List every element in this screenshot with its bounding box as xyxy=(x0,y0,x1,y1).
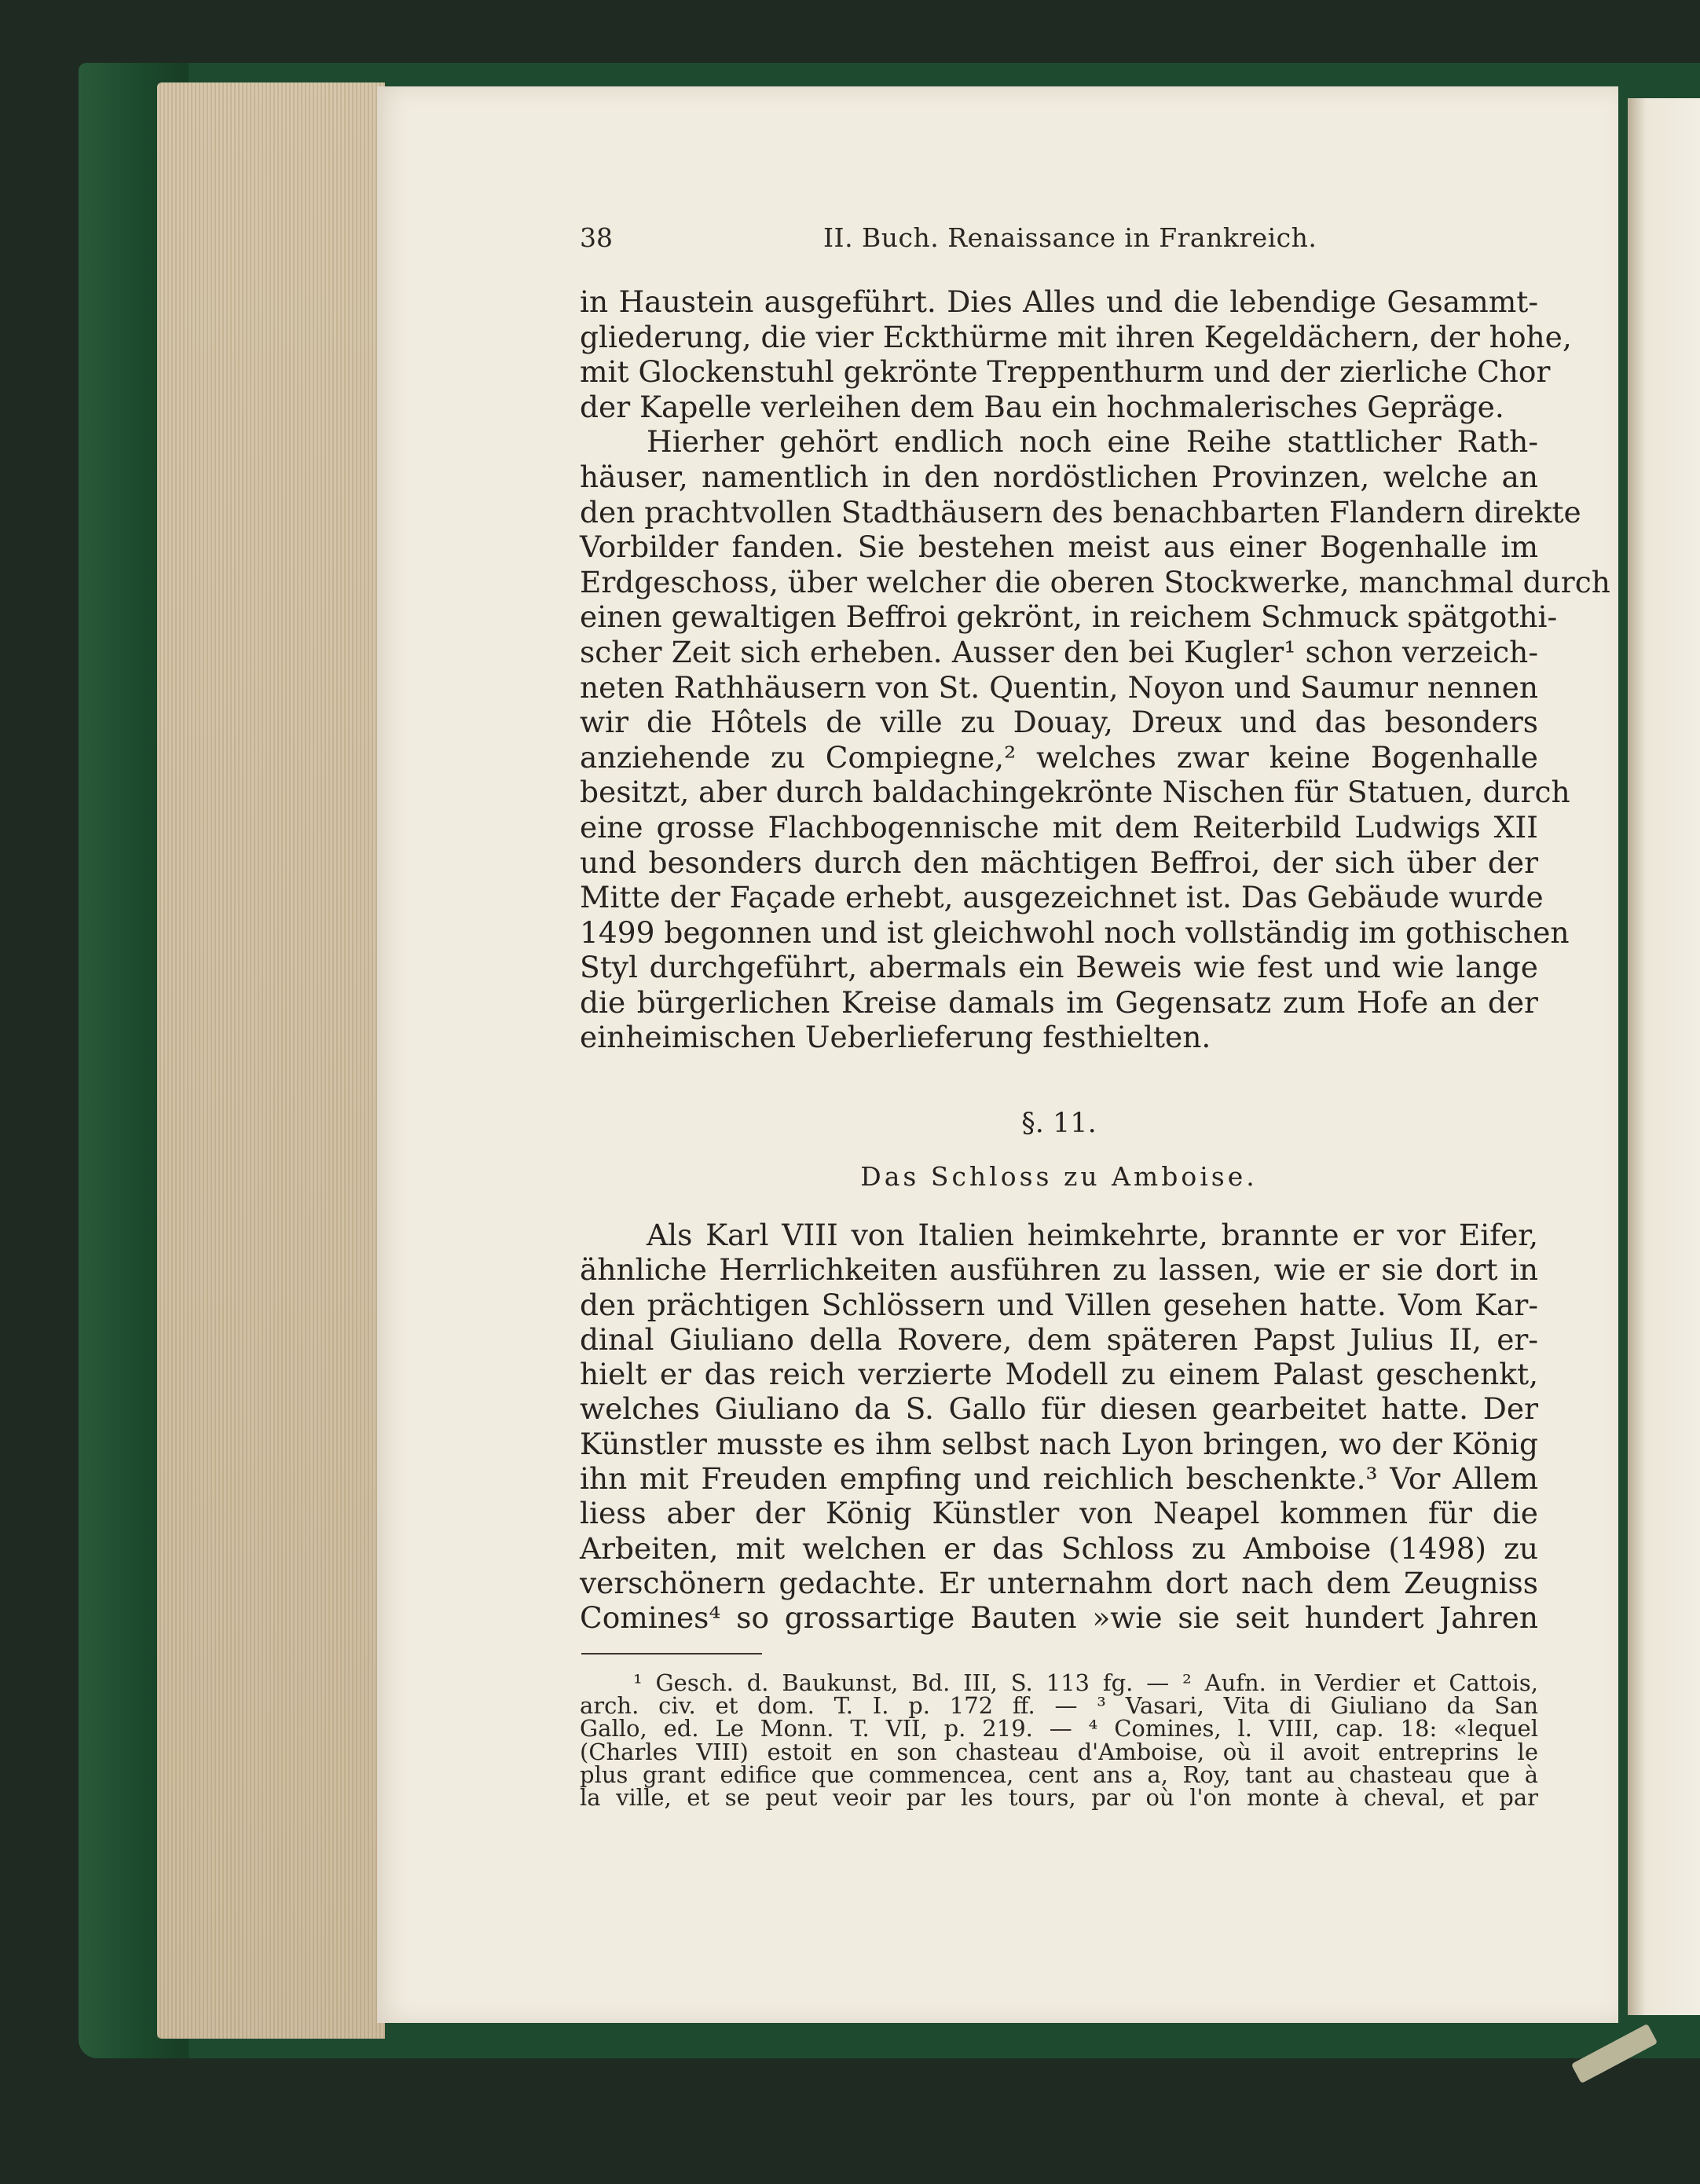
page-number: 38 xyxy=(580,222,613,253)
body-text-section xyxy=(580,1218,1538,1636)
text-line: scher Zeit sich erheben. Ausser den bei Kugler¹ schon verzeich- xyxy=(580,634,1538,669)
text-line: Hierher gehört endlich noch eine Reihe stattlicher Rath- xyxy=(647,424,1538,460)
page-stack-edges xyxy=(157,82,385,2039)
text-line: hielt er das reich verzierte Modell zu einem Palast geschenkt, xyxy=(580,1357,1538,1392)
footnote-line: arch. civ. et dom. T. I. p. 172 ff. — ³ Vasari, Vita di Giuliano da San xyxy=(580,1692,1538,1720)
footnote-line: (Charles VIII) estoit en son chasteau d'Amboise, où il avoit entreprins le xyxy=(580,1738,1538,1765)
text-line: häuser, namentlich in den nordöstlichen Provinzen, welche an xyxy=(580,459,1538,494)
footnote-divider xyxy=(581,1653,762,1654)
footnote-line: plus grant edifice que commencea, cent ans a, Roy, tant au chasteau que à xyxy=(580,1761,1538,1788)
section-number: §. 11. xyxy=(1021,1108,1097,1139)
text-line: liess aber der König Künstler von Neapel kommen für die xyxy=(580,1496,1538,1531)
text-line: Mitte der Façade erhebt, ausgezeichnet ist. Das Gebäude wurde xyxy=(580,880,1544,915)
body-text-top xyxy=(580,284,1610,1055)
facing-page-edge xyxy=(1628,98,1700,2015)
text-line: eine grosse Flachbogennische mit dem Reiterbild Ludwigs XII xyxy=(580,809,1538,845)
text-line: mit Glockenstuhl gekrönte Treppenthurm und der zierliche Chor xyxy=(580,354,1551,390)
running-head xyxy=(580,222,1538,254)
text-line: und besonders durch den mächtigen Beffroi, der sich über der xyxy=(580,845,1538,880)
text-line: dinal Giuliano della Rovere, dem späteren Papst Julius II, er- xyxy=(580,1321,1538,1357)
text-line: Comines⁴ so grossartige Bauten »wie sie seit hundert Jahren xyxy=(580,1600,1538,1636)
text-line: besitzt, aber durch baldachingekrönte Nischen für Statuen, durch xyxy=(580,775,1570,810)
text-line: neten Rathhäusern von St. Quentin, Noyon und Saumur nennen xyxy=(580,669,1538,705)
text-line: einheimischen Ueberlieferung festhielten. xyxy=(580,1020,1211,1055)
section-title: Das Schloss zu Amboise. xyxy=(860,1161,1258,1192)
text-line: den prachtvollen Stadthäusern des benachbarten Flandern direkte xyxy=(580,494,1581,530)
running-head-title: II. Buch. Renaissance in Frankreich. xyxy=(823,222,1317,253)
text-line: gliederung, die vier Eckthürme mit ihren Kegeldächern, der hohe, xyxy=(580,319,1572,354)
text-line: 1499 begonnen und ist gleichwohl noch vollständig im gothischen xyxy=(580,914,1570,950)
text-line: Erdgeschoss, über welcher die oberen Stockwerke, manchmal durch xyxy=(580,564,1610,599)
footnotes xyxy=(580,1669,1538,1812)
text-line: Arbeiten, mit welchen er das Schloss zu Amboise (1498) zu xyxy=(580,1530,1538,1566)
text-line: verschönern gedachte. Er unternahm dort nach dem Zeugniss xyxy=(580,1565,1538,1600)
footnote-line: Gallo, ed. Le Monn. T. VII, p. 219. — ⁴ Comines, l. VIII, cap. 18: «lequel xyxy=(580,1715,1538,1742)
text-line: anziehende zu Compiegne,² welches zwar keine Bogenhalle xyxy=(580,739,1538,775)
text-line: die bürgerlichen Kreise damals im Gegensatz zum Hofe an der xyxy=(580,984,1538,1020)
footnote-line: ¹ Gesch. d. Baukunst, Bd. III, S. 113 fg. — ² Aufn. in Verdier et Cattois, xyxy=(633,1669,1538,1696)
text-line: den prächtigen Schlössern und Villen gesehen hatte. Vom Kar- xyxy=(580,1287,1538,1322)
text-line: ähnliche Herrlichkeiten ausführen zu lassen, wie er sie dort in xyxy=(580,1252,1538,1288)
text-line: Als Karl VIII von Italien heimkehrte, brannte er vor Eifer, xyxy=(647,1218,1538,1252)
text-line: in Haustein ausgeführt. Dies Alles und die lebendige Gesammt- xyxy=(580,284,1538,319)
text-line: der Kapelle verleihen dem Bau ein hochmalerisches Gepräge. xyxy=(580,389,1504,424)
text-line: einen gewaltigen Beffroi gekrönt, in reichem Schmuck spätgothi- xyxy=(580,599,1558,635)
text-line: Styl durchgeführt, abermals ein Beweis wie fest und wie lange xyxy=(580,950,1538,985)
footnote-line: la ville, et se peut veoir par les tours, par où l'on monte à cheval, et par xyxy=(580,1784,1538,1812)
text-line: wir die Hôtels de ville zu Douay, Dreux und das besonders xyxy=(580,705,1538,740)
text-line: Vorbilder fanden. Sie bestehen meist aus einer Bogenhalle im xyxy=(580,530,1538,565)
text-line: welches Giuliano da S. Gallo für diesen gearbeitet hatte. Der xyxy=(580,1391,1538,1427)
text-line: Künstler musste es ihm selbst nach Lyon bringen, wo der König xyxy=(580,1426,1538,1461)
text-line: ihn mit Freuden empfing und reichlich beschenkte.³ Vor Allem xyxy=(580,1461,1538,1497)
